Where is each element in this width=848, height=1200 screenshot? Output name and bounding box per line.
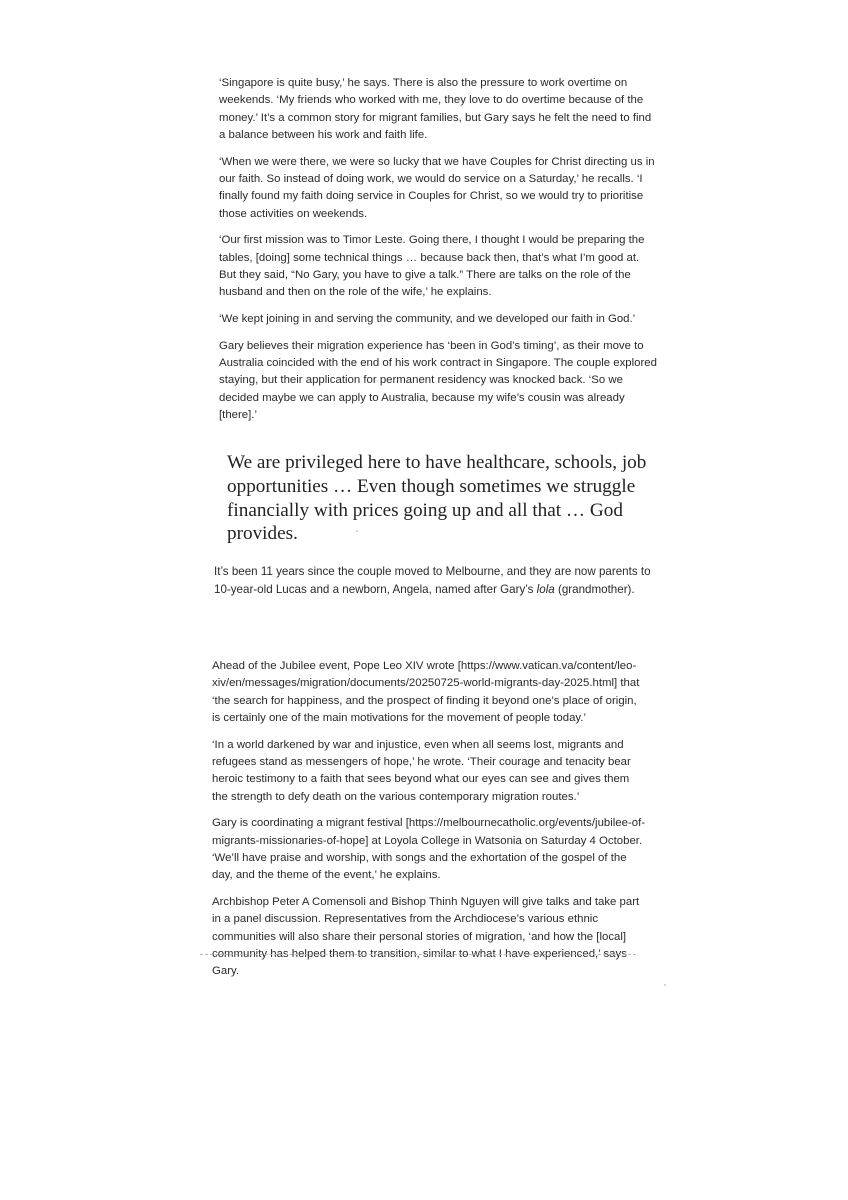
paragraph-serving-community: ‘We kept joining in and serving the community, and we developed our faith in God.’ — [219, 313, 636, 326]
article-section-top — [219, 75, 659, 434]
paragraph-couples-for-christ: ‘When we were there, we were so lucky that we have Couples for Christ directing us in our faith. So instead of doing work, we would do service on a Saturday,’ he recalls. ‘I finally found my faith doing service in Couples for Christ, so we would try to prioritise those activities on weekends. — [219, 155, 655, 220]
scan-artifact-line — [200, 954, 636, 955]
closing-text-after: (grandmother). — [554, 582, 635, 596]
paragraph-timor-leste-mission: ‘Our first mission was to Timor Leste. Going there, I thought I would be preparing the tables, [doing] some technical things … because back then, that’s what I’m good at. But they said, “No Gary, you have to give a talk.” There are talks on the role of the husband and then on the role of the wife,’ he explains. — [219, 234, 645, 299]
closing-text-emphasis: lola — [536, 582, 555, 596]
pull-quote: We are privileged here to have healthcare, schools, job opportunities … Even though sometimes we struggle financially with prices going up and all that … God provides. — [227, 452, 647, 545]
paragraph-messengers-of-hope: ‘In a world darkened by war and injustice, even when all seems lost, migrants and refugees stand as messengers of hope,’ he wrote. ‘Their courage and tenacity bear heroic testimony to a faith that sees beyond what our eyes can see and gives them the strength to defy death on the various contemporary migration routes.’ — [212, 738, 631, 803]
scan-speck — [356, 530, 358, 532]
article-section-bottom — [212, 658, 648, 990]
closing-text-before: It’s been 11 years since the couple moved to Melbourne, and they are now parents to 10-year-old Lucas and a newborn, Angela, named after Gary’s — [214, 565, 651, 596]
paragraph-migrant-festival: Gary is coordinating a migrant festival [https://melbournecatholic.org/events/jubilee-of-migrants-missionaries-of-hope] at Loyola College in Watsonia on Saturday 4 October. ‘We’ll have praise and worship, with songs and the exhortation of the gospel of the day, and the theme of the event,’ he explains. — [212, 817, 646, 882]
paragraph-eleven-years — [214, 563, 664, 598]
scan-speck — [664, 984, 666, 986]
paragraph-pope-leo-message: Ahead of the Jubilee event, Pope Leo XIV wrote [https://www.vatican.va/content/leo-xiv/en/messages/migration/documents/20250725-world-migrants-day-2025.html] that ‘the search for happiness, and the prospect of finding it beyond one’s place of origin, is certainly one of the main motivations for the movement of people today.’ — [212, 660, 640, 724]
paragraph-singapore-busy: ‘Singapore is quite busy,’ he says. There is also the pressure to work overtime on weekends. ‘My friends who worked with me, they love to do overtime because of the money.’ It’s a common story for migrant families, but Gary says he felt the need to find a balance between his work and faith life. — [219, 77, 652, 141]
paragraph-gods-timing: Gary believes their migration experience has ‘been in God’s timing’, as their move to Australia coincided with the end of his work contract in Singapore. The couple explored staying, but their application for permanent residency was knocked back. ‘So we decided maybe we can apply to Australia, because my wife’s cousin was already [there].’ — [219, 339, 657, 422]
paragraph-panel-discussion: Archbishop Peter A Comensoli and Bishop Thinh Nguyen will give talks and take part in a panel discussion. Representatives from the Archdiocese’s various ethnic communities will also share their personal stories of migration, ‘and how the [local] community has helped them to transition, similar to what I have experienced,’ says Gary. — [212, 896, 640, 978]
